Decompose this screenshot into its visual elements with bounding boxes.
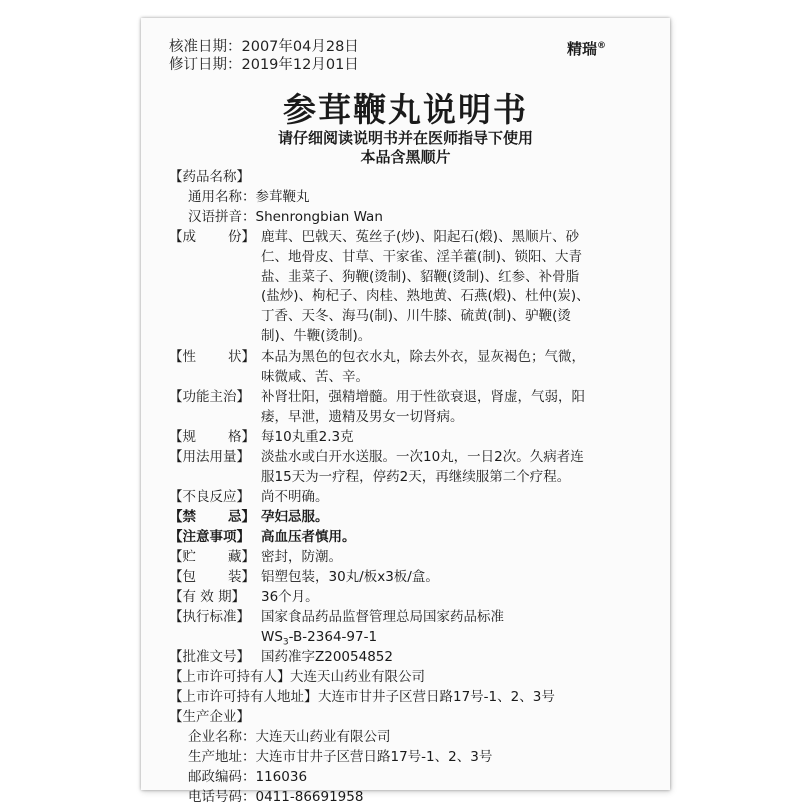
holder-address-section bbox=[169, 688, 649, 708]
approval-number-value: 国药准字Z20054852 bbox=[261, 649, 393, 665]
phone-number: 电话号码：0411-86691958 bbox=[188, 789, 364, 805]
generic-name: 通用名称：参茸鞭丸 bbox=[188, 189, 310, 205]
instruction-sheet bbox=[141, 18, 670, 805]
drug-name-section bbox=[169, 168, 649, 188]
holder-label: 【上市许可持有人】 bbox=[169, 669, 291, 685]
usage-notice: 请仔细阅读说明书并在医师指导下使用 bbox=[277, 129, 533, 147]
standard-value bbox=[261, 608, 646, 653]
indications-line: 补肾壮阳，强精增髓。用于性欲衰退，肾虚，气弱，阳 bbox=[261, 389, 585, 405]
adverse-value: 尚不明确。 bbox=[261, 489, 329, 505]
ingredients-line: 制)、牛鞭(烫制)。 bbox=[261, 327, 372, 344]
brand-name: 精瑞 bbox=[567, 40, 598, 58]
company-name: 企业名称：大连天山药业有限公司 bbox=[188, 729, 391, 745]
brand-logo bbox=[567, 38, 606, 59]
standard-line: 国家食品药品监督管理总局国家药品标准 bbox=[261, 609, 504, 625]
spec-value: 每10丸重2.3克 bbox=[261, 429, 354, 445]
ingredients-value bbox=[261, 228, 646, 347]
ingredients-section bbox=[169, 228, 649, 348]
revision-date: 修订日期：2019年12月01日 bbox=[169, 57, 359, 73]
usage-label: 【用法用量】 bbox=[169, 449, 250, 465]
adverse-label: 【不良反应】 bbox=[169, 489, 250, 505]
holder-section bbox=[169, 668, 649, 688]
ingredients-line: (盐炒)、枸杞子、肉桂、熟地黄、石燕(煅)、杜仲(炭)、 bbox=[261, 288, 590, 305]
approval-date: 核准日期：2007年04月28日 bbox=[169, 39, 359, 55]
standard-label: 【执行标准】 bbox=[169, 609, 250, 625]
spec-section bbox=[169, 428, 649, 448]
indications-value bbox=[261, 388, 646, 428]
character-value bbox=[261, 348, 646, 388]
production-address: 生产地址：大连市甘井子区营日路17号-1、2、3号 bbox=[188, 749, 493, 765]
precautions-section bbox=[169, 528, 649, 548]
precautions-label: 【注意事项】 bbox=[169, 529, 250, 545]
character-line: 味微咸、苦、辛。 bbox=[261, 368, 369, 385]
adverse-section bbox=[169, 488, 649, 508]
manufacturer-label: 【生产企业】 bbox=[169, 709, 250, 725]
validity-value: 36个月。 bbox=[261, 589, 319, 605]
contraindications-section bbox=[169, 508, 649, 528]
usage-line: 服15天为一疗程，停药2天，再继续服第二个疗程。 bbox=[261, 468, 571, 485]
holder-value: 大连天山药业有限公司 bbox=[290, 669, 425, 685]
package-value: 铝塑包装，30丸/板x3板/盒。 bbox=[261, 569, 439, 585]
usage-section bbox=[169, 448, 649, 488]
character-section bbox=[169, 348, 649, 388]
drug-name-label: 【药品名称】 bbox=[169, 169, 250, 185]
spec-label: 【规 格】 bbox=[169, 429, 255, 445]
approval-number-section bbox=[169, 648, 649, 668]
postal-code: 邮政编码：116036 bbox=[188, 769, 308, 785]
package-label: 【包 装】 bbox=[169, 569, 255, 585]
pinyin-name: 汉语拼音：Shenrongbian Wan bbox=[188, 209, 383, 225]
ingredients-line: 鹿茸、巴戟天、菟丝子(炒)、阳起石(煅)、黑顺片、砂 bbox=[261, 229, 580, 245]
validity-label: 【有 效 期】 bbox=[169, 589, 246, 605]
validity-section bbox=[169, 588, 649, 608]
standard-section bbox=[169, 608, 649, 648]
ingredients-line: 丁香、天冬、海马(制)、川牛膝、硫黄(制)、驴鞭(烫 bbox=[261, 308, 571, 325]
holder-address-label: 【上市许可持有人地址】 bbox=[169, 689, 318, 705]
ingredients-line: 仁、地骨皮、甘草、干家雀、淫羊藿(制)、锁阳、大青 bbox=[261, 248, 583, 265]
indications-line: 痿，早泄，遗精及男女一切肾病。 bbox=[261, 408, 464, 425]
package-section bbox=[169, 568, 649, 588]
holder-address-value: 大连市甘井子区营日路17号-1、2、3号 bbox=[318, 689, 555, 705]
approval-number-label: 【批准文号】 bbox=[169, 649, 250, 665]
manufacturer-section bbox=[169, 708, 649, 728]
indications-label: 【功能主治】 bbox=[169, 389, 250, 405]
usage-value bbox=[261, 448, 646, 488]
storage-section bbox=[169, 548, 649, 568]
page-title: 参茸鞭丸说明书 bbox=[283, 90, 528, 129]
ingredients-label: 【成 份】 bbox=[169, 229, 255, 245]
character-line: 本品为黑色的包衣水丸，除去外衣，显灰褐色；气微， bbox=[261, 349, 585, 365]
registered-mark: ® bbox=[597, 41, 607, 51]
character-label: 【性 状】 bbox=[169, 349, 255, 365]
contraindications-value: 孕妇忌服。 bbox=[261, 509, 329, 525]
standard-code: $WS_3-B-2364-97-1$ bbox=[261, 628, 378, 648]
storage-value: 密封，防潮。 bbox=[261, 549, 342, 565]
precautions-value: 高血压者慎用。 bbox=[261, 529, 356, 545]
usage-line: 淡盐水或白开水送服。一次10丸，一日2次。久病者连 bbox=[261, 449, 584, 465]
indications-section bbox=[169, 388, 649, 428]
storage-label: 【贮 藏】 bbox=[169, 549, 255, 565]
contraindications-label: 【禁 忌】 bbox=[169, 509, 255, 525]
ingredients-line: 盐、韭菜子、狗鞭(烫制)、貂鞭(烫制)、红参、补骨脂 bbox=[261, 268, 580, 285]
contains-notice: 本品含黑顺片 bbox=[360, 148, 451, 166]
